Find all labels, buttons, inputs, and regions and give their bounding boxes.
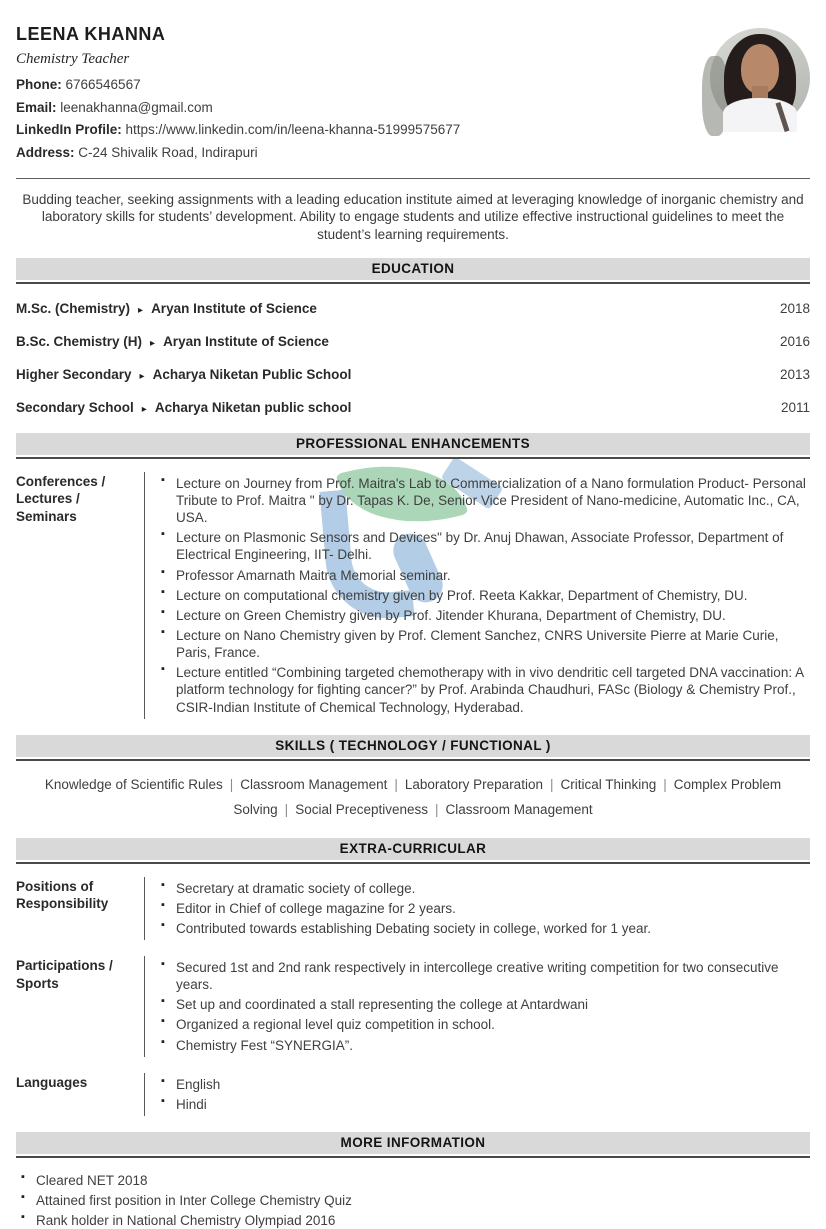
- education-degree-institution: [16, 301, 317, 316]
- bullet-list: [144, 877, 810, 940]
- labeled-row: [16, 472, 810, 719]
- contact-value: leenakhanna@gmail.com: [56, 99, 213, 115]
- contact-label: LinkedIn Profile:: [16, 122, 122, 138]
- more-info-list: [21, 1172, 810, 1229]
- education-row: [16, 400, 810, 415]
- header: [16, 14, 810, 167]
- contact-value: C-24 Shivalik Road, Indirapuri: [74, 144, 258, 160]
- labeled-row: [16, 877, 810, 940]
- chevron-right-icon: [130, 301, 151, 316]
- education-row: [16, 334, 810, 349]
- row-label: Languages: [16, 1074, 88, 1090]
- contact-line: [16, 100, 460, 116]
- labeled-row: [16, 1073, 810, 1116]
- education-row: [16, 301, 810, 316]
- education-year: 2013: [779, 366, 810, 382]
- education-row: [16, 367, 810, 382]
- education-institution: Aryan Institute of Science: [151, 300, 317, 316]
- bullet-item: ▪ Cleared NET 2018: [21, 1172, 810, 1189]
- skills-section-title: SKILLS ( TECHNOLOGY / FUNCTIONAL ): [16, 735, 810, 757]
- education-degree: Higher Secondary: [16, 366, 132, 382]
- section-skills: [16, 735, 810, 761]
- contact-value: https://www.linkedin.com/in/leena-khanna-51999575677: [121, 122, 461, 138]
- contact-list: [16, 77, 460, 160]
- skill-separator: |: [663, 776, 667, 792]
- more-info-section-rule: [16, 1156, 810, 1158]
- bullet-item: ▪ English: [161, 1076, 810, 1093]
- bullet-item: ▪ Lecture on Plasmonic Sensors and Devices" by Dr. Anuj Dhawan, Associate Professor, Department of Electrical Engineering, IIT- Delhi.: [161, 529, 810, 563]
- skills-section-rule: [16, 759, 810, 761]
- chevron-right-icon: [132, 367, 153, 382]
- bullet-list: [144, 1073, 810, 1116]
- candidate-name: LEENA KHANNA: [16, 24, 166, 44]
- bullet-item: ▪ Chemistry Fest “SYNERGIA”.: [161, 1037, 810, 1054]
- skill-item: Knowledge of Scientific Rules: [44, 776, 223, 792]
- row-label: Positions of Responsibility: [16, 878, 109, 912]
- chevron-right-icon: [134, 400, 155, 415]
- education-rows: [16, 301, 810, 415]
- section-more-info: [16, 1132, 810, 1158]
- education-year: 2011: [780, 399, 810, 415]
- contact-line: [16, 145, 460, 161]
- bullet-item: ▪ Set up and coordinated a stall representing the college at Antardwani: [161, 996, 810, 1013]
- education-degree: Secondary School: [16, 399, 134, 415]
- contact-value: 6766546567: [61, 77, 141, 92]
- bullet-item: ▪ Organized a regional level quiz competition in school.: [161, 1016, 810, 1033]
- education-degree: B.Sc. Chemistry (H): [16, 333, 143, 349]
- chevron-right-icon: [142, 334, 163, 349]
- extracurricular-section-title: EXTRA-CURRICULAR: [16, 838, 810, 860]
- skill-separator: |: [229, 776, 234, 792]
- bullet-item: ▪ Attained first position in Inter College Chemistry Quiz: [21, 1192, 810, 1209]
- extracurricular-section-rule: [16, 862, 810, 864]
- row-label: Participations / Sports: [16, 958, 113, 991]
- skill-item: Classroom Management: [445, 801, 593, 817]
- bullet-item: ▪ Rank holder in National Chemistry Olympiad 2016: [21, 1212, 810, 1229]
- skill-item: Complex Problem Solving: [233, 776, 782, 817]
- professional-section-title: PROFESSIONAL ENHANCEMENTS: [16, 433, 810, 455]
- education-year: 2018: [779, 300, 810, 316]
- bullet-list: [144, 472, 810, 719]
- skill-item: Classroom Management: [240, 776, 388, 792]
- education-institution: Aryan Institute of Science: [163, 333, 329, 349]
- contact-label: Address:: [16, 144, 75, 160]
- section-extracurricular: [16, 838, 810, 864]
- bullet-item: ▪ Hindi: [161, 1096, 810, 1113]
- header-info: [16, 14, 460, 167]
- bullet-item: ▪ Editor in Chief of college magazine for 2 years.: [161, 900, 810, 917]
- section-professional: [16, 433, 810, 459]
- education-year: 2016: [779, 333, 810, 349]
- professional-rows: [16, 472, 810, 719]
- skill-separator: |: [284, 801, 289, 817]
- professional-section-rule: [16, 457, 810, 459]
- section-education: [16, 258, 810, 284]
- extracurricular-rows: [16, 877, 810, 1116]
- bullet-item: ▪ Secured 1st and 2nd rank respectively in intercollege creative writing competition for two consecutive years.: [161, 959, 810, 993]
- bullet-item: ▪ Lecture on computational chemistry given by Prof. Reeta Kakkar, Department of Chemistry, DU.: [161, 587, 810, 604]
- education-institution: Acharya Niketan public school: [154, 399, 352, 415]
- bullet-item: ▪ Lecture on Nano Chemistry given by Prof. Clement Sanchez, CNRS Universite Pierre at Marie Curie, Paris, France.: [161, 627, 810, 661]
- bullet-list: [144, 956, 810, 1057]
- skill-separator: |: [435, 801, 439, 817]
- bullet-item: ▪ Contributed towards establishing Debating society in college, worked for 1 year.: [161, 920, 810, 937]
- contact-line: [16, 122, 460, 138]
- contact-label: Phone:: [16, 77, 62, 92]
- summary-paragraph: Budding teacher, seeking assignments with a leading education institute aimed at leveraging knowledge of inorganic chemistry and laboratory skills for students’ development. Ability to engage students and utilize effective instructional guidelines to meet the student’s learning requirements.: [22, 192, 804, 242]
- header-divider: [16, 178, 810, 179]
- profile-photo: [710, 28, 810, 128]
- contact-line: [16, 77, 460, 93]
- bullet-item: ▪ Lecture on Green Chemistry given by Prof. Jitender Khurana, Department of Chemistry, DU.: [161, 607, 810, 624]
- education-section-title: EDUCATION: [16, 258, 810, 280]
- candidate-role: Chemistry Teacher: [16, 51, 130, 67]
- skill-separator: |: [394, 776, 398, 792]
- skill-item: Social Preceptiveness: [295, 801, 429, 817]
- education-degree-institution: [16, 334, 329, 349]
- education-degree-institution: [16, 400, 351, 415]
- education-degree: M.Sc. (Chemistry): [16, 300, 131, 316]
- bullet-item: ▪ Secretary at dramatic society of college.: [161, 880, 810, 897]
- contact-label: Email:: [16, 99, 57, 115]
- bullet-item: ▪ Professor Amarnath Maitra Memorial seminar.: [161, 567, 810, 584]
- bullet-item: ▪ Lecture entitled “Combining targeted chemotherapy with in vivo dendritic cell targeted DNA vaccination: A platform technology for fighting cancer?” by Prof. Arabinda Chaudhuri, FASc (Biology & Chemistry Prof., CSIR-Indian Institute of Chemical Technology, Hyderabad.: [161, 664, 810, 715]
- education-degree-institution: [16, 367, 351, 382]
- skill-item: Critical Thinking: [560, 776, 657, 792]
- skills-line: [40, 773, 786, 823]
- education-institution: Acharya Niketan Public School: [152, 366, 352, 382]
- more-info-section-title: MORE INFORMATION: [16, 1132, 810, 1154]
- skill-separator: |: [549, 776, 554, 792]
- bullet-item: ▪ Lecture on Journey from Prof. Maitra's Lab to Commercialization of a Nano formulation Product- Personal Tribute to Prof. Maitra " by Dr. Tapas K. De, Senior Vice President of Nano-medicine, Automatic Inc., CA, USA.: [161, 475, 810, 526]
- row-label: Conferences / Lectures / Seminars: [16, 473, 106, 524]
- education-section-rule: [16, 282, 810, 284]
- skill-item: Laboratory Preparation: [404, 776, 543, 792]
- labeled-row: [16, 956, 810, 1057]
